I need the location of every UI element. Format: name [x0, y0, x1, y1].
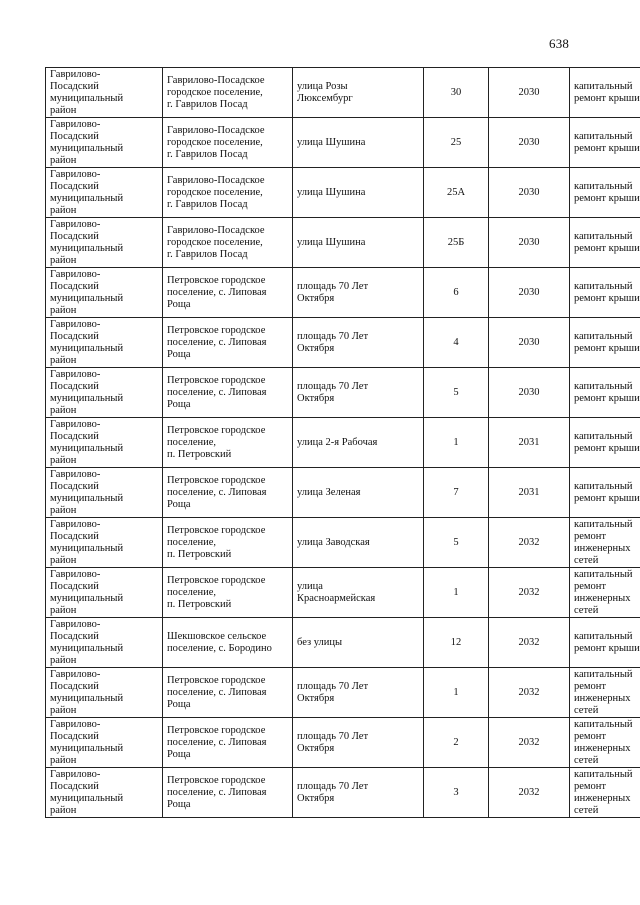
- district-cell: Гаврилово- Посадский муниципальный район: [46, 218, 163, 268]
- work-type-cell: капитальный ремонт инженерных сетей: [570, 768, 640, 818]
- house-number-cell: 1: [424, 668, 489, 718]
- house-number-cell: 5: [424, 518, 489, 568]
- year-cell: 2030: [489, 118, 570, 168]
- house-number-cell: 2: [424, 718, 489, 768]
- house-number-cell: 25А: [424, 168, 489, 218]
- settlement-cell: Петровское городское поселение, с. Липовая Роща: [163, 368, 293, 418]
- year-cell: 2032: [489, 668, 570, 718]
- year-cell: 2032: [489, 518, 570, 568]
- year-cell: 2030: [489, 268, 570, 318]
- work-type-cell: капитальный ремонт инженерных сетей: [570, 568, 640, 618]
- repair-schedule-table: [45, 67, 640, 818]
- work-type-cell: капитальный ремонт крыши: [570, 168, 640, 218]
- settlement-cell: Гаврилово-Посадское городское поселение, г. Гаврилов Посад: [163, 118, 293, 168]
- year-cell: 2031: [489, 418, 570, 468]
- settlement-cell: Гаврилово-Посадское городское поселение, г. Гаврилов Посад: [163, 68, 293, 118]
- street-cell: улица Шушина: [293, 168, 424, 218]
- table-row: [46, 468, 640, 518]
- district-cell: Гаврилово- Посадский муниципальный район: [46, 68, 163, 118]
- house-number-cell: 3: [424, 768, 489, 818]
- district-cell: Гаврилово- Посадский муниципальный район: [46, 318, 163, 368]
- table-row: [46, 118, 640, 168]
- street-cell: площадь 70 Лет Октября: [293, 368, 424, 418]
- street-cell: площадь 70 Лет Октября: [293, 318, 424, 368]
- street-cell: без улицы: [293, 618, 424, 668]
- table-row: [46, 418, 640, 468]
- table-row: [46, 368, 640, 418]
- house-number-cell: 1: [424, 568, 489, 618]
- house-number-cell: 25Б: [424, 218, 489, 268]
- settlement-cell: Петровское городское поселение, с. Липовая Роща: [163, 468, 293, 518]
- settlement-cell: Петровское городское поселение, с. Липовая Роща: [163, 768, 293, 818]
- house-number-cell: 4: [424, 318, 489, 368]
- work-type-cell: капитальный ремонт крыши: [570, 318, 640, 368]
- year-cell: 2030: [489, 168, 570, 218]
- house-number-cell: 25: [424, 118, 489, 168]
- year-cell: 2030: [489, 368, 570, 418]
- work-type-cell: капитальный ремонт крыши: [570, 418, 640, 468]
- district-cell: Гаврилово- Посадский муниципальный район: [46, 668, 163, 718]
- street-cell: улица Шушина: [293, 118, 424, 168]
- district-cell: Гаврилово- Посадский муниципальный район: [46, 768, 163, 818]
- table-row: [46, 268, 640, 318]
- year-cell: 2030: [489, 318, 570, 368]
- work-type-cell: капитальный ремонт крыши: [570, 218, 640, 268]
- table-row: [46, 168, 640, 218]
- district-cell: Гаврилово- Посадский муниципальный район: [46, 368, 163, 418]
- house-number-cell: 5: [424, 368, 489, 418]
- district-cell: Гаврилово- Посадский муниципальный район: [46, 418, 163, 468]
- table-row: [46, 518, 640, 568]
- settlement-cell: Петровское городское поселение, п. Петровский: [163, 518, 293, 568]
- district-cell: Гаврилово- Посадский муниципальный район: [46, 168, 163, 218]
- table-row: [46, 618, 640, 668]
- year-cell: 2032: [489, 618, 570, 668]
- table-row: [46, 318, 640, 368]
- year-cell: 2032: [489, 768, 570, 818]
- street-cell: улица Заводская: [293, 518, 424, 568]
- page-number: 638: [549, 36, 570, 51]
- settlement-cell: Петровское городское поселение, п. Петровский: [163, 418, 293, 468]
- house-number-cell: 12: [424, 618, 489, 668]
- table-row: [46, 218, 640, 268]
- house-number-cell: 1: [424, 418, 489, 468]
- settlement-cell: Гаврилово-Посадское городское поселение, г. Гаврилов Посад: [163, 168, 293, 218]
- street-cell: площадь 70 Лет Октября: [293, 668, 424, 718]
- street-cell: улица Зеленая: [293, 468, 424, 518]
- settlement-cell: Петровское городское поселение, п. Петровский: [163, 568, 293, 618]
- settlement-cell: Гаврилово-Посадское городское поселение, г. Гаврилов Посад: [163, 218, 293, 268]
- district-cell: Гаврилово- Посадский муниципальный район: [46, 468, 163, 518]
- district-cell: Гаврилово- Посадский муниципальный район: [46, 518, 163, 568]
- year-cell: 2030: [489, 68, 570, 118]
- year-cell: 2030: [489, 218, 570, 268]
- settlement-cell: Петровское городское поселение, с. Липовая Роща: [163, 268, 293, 318]
- street-cell: площадь 70 Лет Октября: [293, 268, 424, 318]
- work-type-cell: капитальный ремонт крыши: [570, 468, 640, 518]
- house-number-cell: 7: [424, 468, 489, 518]
- house-number-cell: 30: [424, 68, 489, 118]
- street-cell: площадь 70 Лет Октября: [293, 768, 424, 818]
- district-cell: Гаврилово- Посадский муниципальный район: [46, 718, 163, 768]
- table-row: [46, 768, 640, 818]
- street-cell: улица 2-я Рабочая: [293, 418, 424, 468]
- work-type-cell: капитальный ремонт крыши: [570, 368, 640, 418]
- year-cell: 2032: [489, 568, 570, 618]
- house-number-cell: 6: [424, 268, 489, 318]
- table-row: [46, 718, 640, 768]
- work-type-cell: капитальный ремонт крыши: [570, 268, 640, 318]
- work-type-cell: капитальный ремонт крыши: [570, 618, 640, 668]
- work-type-cell: капитальный ремонт инженерных сетей: [570, 518, 640, 568]
- settlement-cell: Петровское городское поселение, с. Липовая Роща: [163, 318, 293, 368]
- year-cell: 2031: [489, 468, 570, 518]
- work-type-cell: капитальный ремонт крыши: [570, 68, 640, 118]
- street-cell: улица Красноармейская: [293, 568, 424, 618]
- table-row: [46, 568, 640, 618]
- district-cell: Гаврилово- Посадский муниципальный район: [46, 118, 163, 168]
- district-cell: Гаврилово- Посадский муниципальный район: [46, 618, 163, 668]
- work-type-cell: капитальный ремонт инженерных сетей: [570, 718, 640, 768]
- settlement-cell: Шекшовское сельское поселение, с. Бородино: [163, 618, 293, 668]
- street-cell: улица Розы Люксембург: [293, 68, 424, 118]
- settlement-cell: Петровское городское поселение, с. Липовая Роща: [163, 668, 293, 718]
- table-row: [46, 68, 640, 118]
- work-type-cell: капитальный ремонт крыши: [570, 118, 640, 168]
- district-cell: Гаврилово- Посадский муниципальный район: [46, 568, 163, 618]
- street-cell: площадь 70 Лет Октября: [293, 718, 424, 768]
- table-body: [46, 68, 640, 818]
- street-cell: улица Шушина: [293, 218, 424, 268]
- work-type-cell: капитальный ремонт инженерных сетей: [570, 668, 640, 718]
- settlement-cell: Петровское городское поселение, с. Липовая Роща: [163, 718, 293, 768]
- year-cell: 2032: [489, 718, 570, 768]
- district-cell: Гаврилово- Посадский муниципальный район: [46, 268, 163, 318]
- table-row: [46, 668, 640, 718]
